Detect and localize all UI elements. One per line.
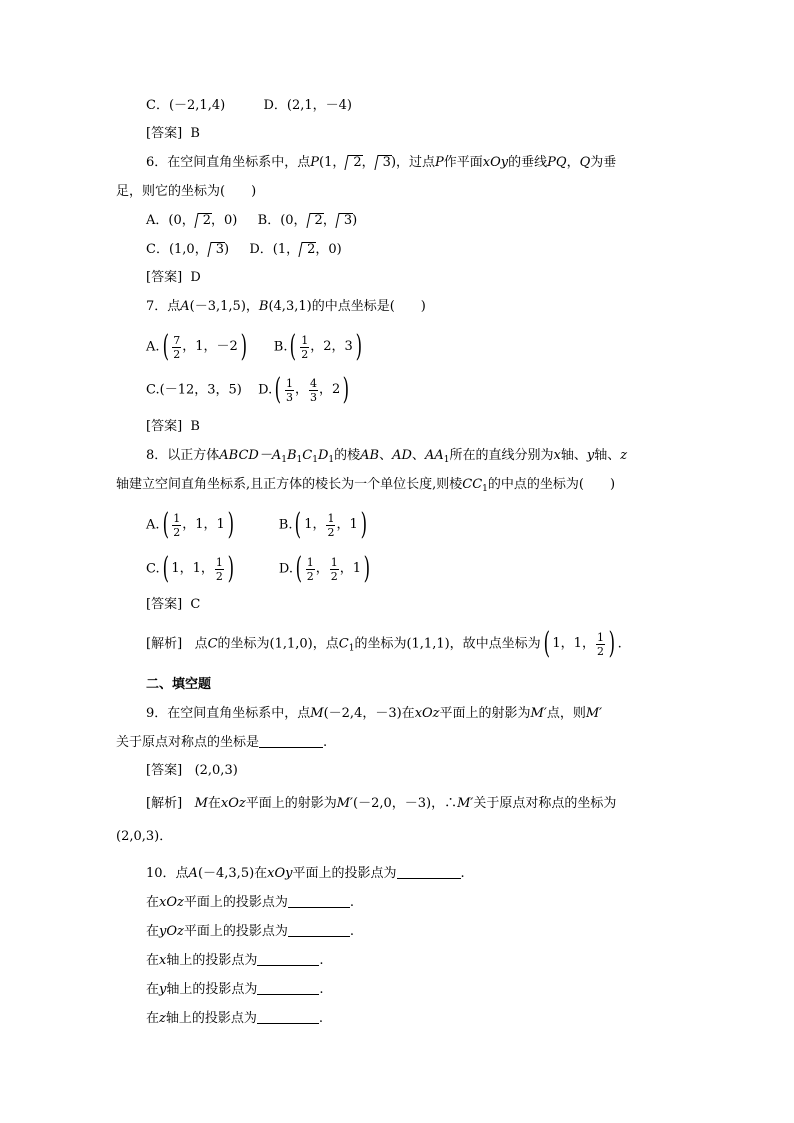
q7-options-ab: A. ( $\frac{7}{2}$ ，1，－2 ) B. ( $\frac{1}{2}$ ，2，3 )	[146, 329, 362, 364]
answer-blank	[257, 980, 319, 995]
answer-blank	[257, 951, 319, 966]
q8-answer: [答案] C	[146, 597, 201, 612]
q6-stem-line1: 6．在空间直角坐标系中，点P(1， 2， 3)，过点P作平面xOy的垂线PQ，Q为垂	[146, 155, 617, 170]
q7-answer: [答案] B	[146, 419, 200, 434]
sqrt-symbol: 2	[308, 212, 323, 230]
q8-stem-line2: 轴建立空间直角坐标系,且正方体的棱长为一个单位长度,则棱$CC_1$的中点的坐标为( )	[116, 477, 616, 494]
q6-stem-line2: 足，则它的坐标为( )	[116, 184, 257, 199]
q9-answer: [答案] (2,0,3)	[146, 763, 238, 778]
q9-stem-line2: 关于原点对称点的坐标是 .	[116, 735, 328, 750]
answer-blank	[257, 1009, 319, 1024]
q8-options-cd: C. ( 1，1， $\frac{1}{2}$ ) D. ( $\frac{1}{2}$ ， $\frac{1}{2}$ ，1 )	[146, 551, 371, 586]
sqrt-symbol: 2	[300, 241, 315, 259]
q5-answer: [答案] B	[146, 126, 200, 141]
q10-yoz: 在yOz平面上的投影点为 .	[146, 924, 355, 939]
q6-options-cd: C．(1,0， 3) D．(1， 2，0)	[146, 242, 342, 257]
sqrt-symbol: 3	[376, 154, 391, 172]
q10-stem: 10．点A(－4,3,5)在xOy平面上的投影点为 .	[146, 866, 465, 881]
q9-analysis-line2: (2,0,3)．	[116, 829, 173, 844]
q8-stem-line1: 8．以正方体$ABCD-A_1B_1C_1D_1$的棱AB、AD、$AA_1$所在的直线分别为x轴、y轴、z	[146, 448, 628, 465]
q6-options-ab: A．(0， 2，0) B．(0， 2， 3)	[146, 213, 358, 228]
sqrt-symbol: 3	[209, 241, 224, 259]
q10-z-axis: 在z轴上的投影点为 .	[146, 1011, 324, 1026]
sqrt-symbol: 2	[196, 212, 211, 230]
sqrt-symbol: 3	[337, 212, 352, 230]
answer-blank	[397, 864, 461, 879]
q10-xoz: 在xOz平面上的投影点为 .	[146, 895, 355, 910]
answer-blank	[288, 893, 350, 908]
q10-y-axis: 在y轴上的投影点为 .	[146, 982, 324, 997]
q7-options-cd: C.(－12，3，5) D. ( $\frac{1}{3}$ ， $\frac{4}{3}$ ，2 )	[146, 372, 350, 407]
q7-stem: 7．点A(－3,1,5)，B(4,3,1)的中点坐标是( )	[146, 299, 426, 314]
section-title: 二、填空题	[146, 677, 212, 692]
sqrt-symbol: 2	[346, 154, 361, 172]
q5-options-cd: C．(－2,1,4) D．(2,1，－4)	[146, 98, 352, 113]
answer-blank	[288, 922, 350, 937]
q8-options-ab: A. ( $\frac{1}{2}$ ，1，1 ) B. ( 1， $\frac{1}{2}$ ，1 )	[146, 507, 367, 542]
answer-blank	[259, 733, 323, 748]
q8-analysis: [解析] 点C的坐标为(1,1,0)，点$C_1$的坐标为(1,1,1)，故中点坐标为 ( 1，1， $\frac{1}{2}$ ) .	[146, 626, 622, 661]
q9-analysis-line1: [解析] M在xOz平面上的射影为M′(－2,0，－3)，∴M′关于原点对称点的坐标为	[146, 796, 617, 811]
q6-answer: [答案] D	[146, 270, 201, 285]
q9-stem-line1: 9．在空间直角坐标系中，点M(－2,4，－3)在xOz平面上的射影为M′点，则M′	[146, 706, 603, 721]
q10-x-axis: 在x轴上的投影点为 .	[146, 953, 324, 968]
